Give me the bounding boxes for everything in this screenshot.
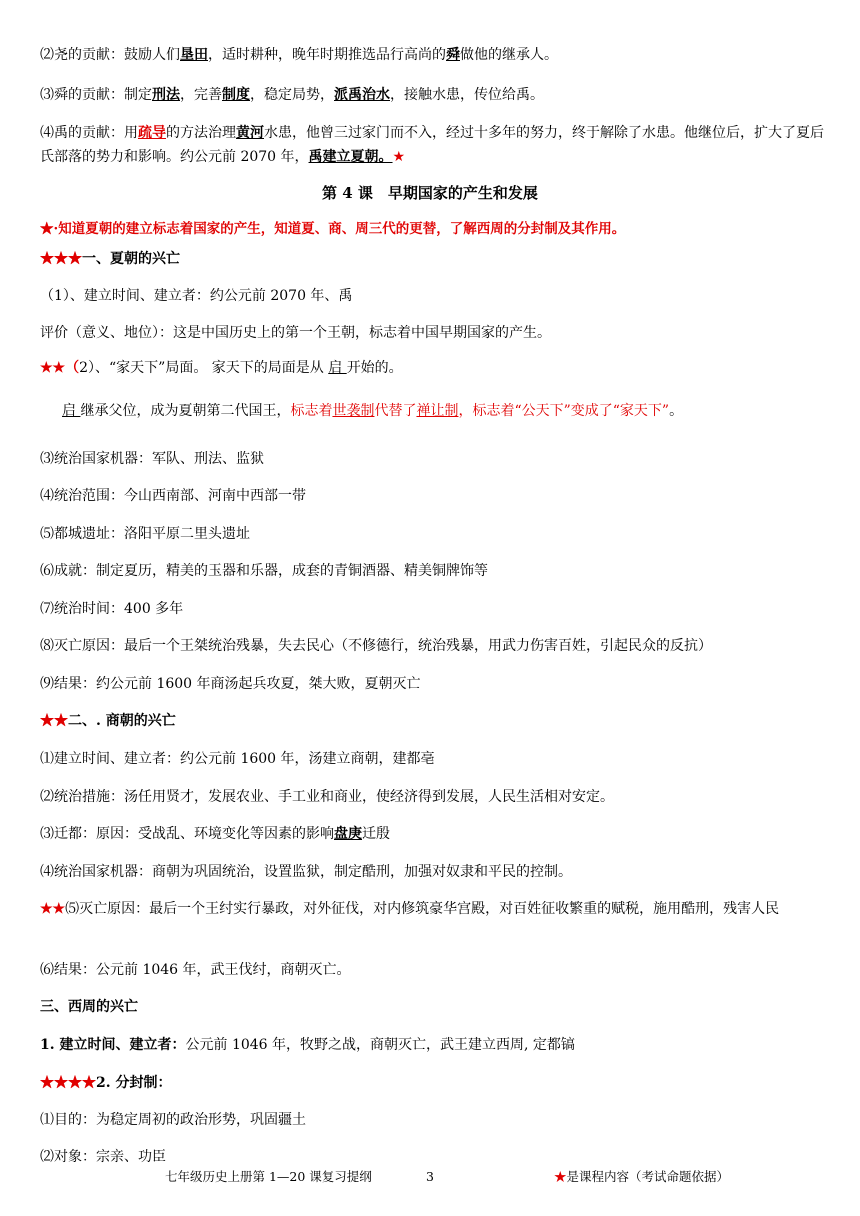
shun-text-3: ，稳定局势， xyxy=(250,87,334,103)
footer-note-text: 是课程内容（考试命题依据） xyxy=(566,1169,730,1184)
fill-blank-qi: 启 xyxy=(328,360,347,376)
zhou-item-2a: ⑴目的：为稳定周初的政治形势，巩固疆土 xyxy=(40,1112,306,1128)
fill-blank-qi: 启 xyxy=(62,403,81,419)
yao-line xyxy=(40,44,830,66)
footer-note xyxy=(554,1168,729,1186)
keyword-shun: 舜 xyxy=(446,47,460,63)
zhou-item-1 xyxy=(40,1034,830,1056)
shun-text-end: ，接触水患，传位给禹。 xyxy=(390,87,544,103)
keyword-shixizhi: 世袭制 xyxy=(332,403,375,419)
keyword-xia-founded: 禹建立夏朝。 xyxy=(308,149,393,165)
zhou-item-2b: ⑵对象：宗亲、功臣 xyxy=(40,1149,166,1165)
section-title: 一、夏朝的兴亡 xyxy=(82,251,180,267)
red-text: 代替了 xyxy=(374,403,417,419)
yu-paragraph xyxy=(40,121,830,169)
xia-evaluation: 评价（意义、地位）：这是中国历史上的第一个王朝，标志着中国早期国家的产生。 xyxy=(40,325,551,341)
xia-item-2-text: 2）、“家天下”局面。 家天下的局面是从 xyxy=(79,360,329,376)
footer-title: 七年级历史上册第 1—20 课复习提纲 xyxy=(165,1169,372,1184)
xia-item-2-end: 开始的。 xyxy=(346,360,403,376)
zhou-item-1-text: 公元前 1046 年，牧野之战，商朝灭亡，武王建立西周, 定都镐 xyxy=(185,1037,575,1053)
zhou-item-1-label: 1. 建立时间、建立者： xyxy=(40,1037,186,1053)
yao-text-end: 做他的继承人。 xyxy=(460,47,558,63)
shun-line xyxy=(40,84,830,106)
keyword-pangeng: 盘庚 xyxy=(334,826,362,842)
keyword-shudao: 疏导 xyxy=(138,125,166,141)
section-heading-zhou: 三、西周的兴亡 xyxy=(40,999,138,1015)
yu-text-2: 的方法治理 xyxy=(166,125,236,141)
xia-item-5: ⑸都城遗址：洛阳平原二里头遗址 xyxy=(40,526,250,542)
shang-item-3 xyxy=(40,823,830,845)
yao-text-2: ，适时耕种，晚年时期推选品行高尚的 xyxy=(208,47,446,63)
shun-text: ⑶舜的贡献：制定 xyxy=(40,87,152,103)
keyword-zhidu: 制度 xyxy=(222,87,250,103)
star-icon: ★★ xyxy=(40,901,66,917)
zhou-item-2 xyxy=(40,1072,830,1094)
period: 。 xyxy=(669,403,684,419)
yu-text-3: 水患，他曾三过家门而不入，经过十多年的努力，终于解除了水患。他继位后，扩大了夏后氏部落的势力和影响。约公元前 2070 年， xyxy=(40,125,824,165)
shang-item-4: ⑷统治国家机器：商朝为巩固统治，设置监狱，制定酷刑，加强对奴隶和平民的控制。 xyxy=(40,864,572,880)
red-text: 标志着 xyxy=(290,403,333,419)
yao-text: ⑵尧的贡献：鼓励人们 xyxy=(40,47,180,63)
xia-item-6: ⑹成就：制定夏历，精美的玉器和乐器，成套的青铜酒器、精美铜牌饰等 xyxy=(40,563,488,579)
keyword-kentian: 垦田 xyxy=(180,47,208,63)
zhou-item-2-text: 2. 分封制： xyxy=(96,1075,172,1091)
keyword-huanghe: 黄河 xyxy=(236,125,264,141)
xia-item-9: ⑼结果：约公元前 1600 年商汤起兵攻夏，桀大败，夏朝灭亡 xyxy=(40,676,421,692)
lesson-title: 第 4 课 早期国家的产生和发展 xyxy=(322,184,538,202)
shang-item-6: ⑹结果：公元前 1046 年，武王伐纣，商朝灭亡。 xyxy=(40,962,351,978)
shang-item-5 xyxy=(40,898,830,921)
xia-item-8: ⑻灭亡原因：最后一个王桀统治残暴，失去民心（不修德行，统治残暴，用武力伤害百姓，引起民众的反抗） xyxy=(40,638,712,654)
learning-objective: ★·知道夏朝的建立标志着国家的产生，知道夏、商、周三代的更替，了解西周的分封制及其作用。 xyxy=(40,221,626,237)
keyword-xingfa: 刑法 xyxy=(152,87,180,103)
xia-item-3: ⑶统治国家机器：军队、刑法、监狱 xyxy=(40,451,264,467)
keyword-paiyu: 派禹治水 xyxy=(334,87,390,103)
shun-text-2: ，完善 xyxy=(180,87,222,103)
shang-item-3-text: ⑶迁都：原因：受战乱、环境变化等因素的影响 xyxy=(40,826,334,842)
shang-item-3-end: 迁殷 xyxy=(362,826,390,842)
red-text: ，标志着“公天下”变成了“家天下” xyxy=(458,403,670,419)
xia-item-2 xyxy=(40,357,830,379)
page-number: 3 xyxy=(426,1169,434,1184)
shang-item-5-text: ⑸灭亡原因：最后一个王纣实行暴政，对外征伐，对内修筑豪华宫殿，对百姓征收繁重的赋税，施用酷刑，残害人民 xyxy=(65,901,780,917)
star-icon: ★★ xyxy=(40,713,68,729)
star-icon: ★★★ xyxy=(40,251,82,267)
section-heading-shang xyxy=(40,710,830,732)
xia-item-2b-text: 继承父位，成为夏朝第二代国王， xyxy=(80,403,291,419)
xia-item-7: ⑺统治时间：400 多年 xyxy=(40,601,184,617)
star-icon: ★★（ xyxy=(40,360,80,376)
section-heading-xia xyxy=(40,248,830,270)
star-icon: ★★★★ xyxy=(40,1075,96,1091)
yu-text: ⑷禹的贡献：用 xyxy=(40,125,138,141)
keyword-shanrangzhi: 禅让制 xyxy=(416,403,459,419)
star-icon: ★ xyxy=(392,149,406,165)
shang-item-1: ⑴建立时间、建立者：约公元前 1600 年，汤建立商朝，建都亳 xyxy=(40,751,435,767)
section-title: 二、. 商朝的兴亡 xyxy=(68,713,176,729)
xia-item-1: （1）、建立时间、建立者：约公元前 2070 年、禹 xyxy=(40,288,353,304)
xia-item-4: ⑷统治范围：今山西南部、河南中西部一带 xyxy=(40,488,306,504)
star-icon: ★ xyxy=(554,1169,567,1184)
shang-item-2: ⑵统治措施：汤任用贤才，发展农业、手工业和商业，使经济得到发展，人民生活相对安定。 xyxy=(40,789,614,805)
xia-item-2b xyxy=(62,400,852,422)
